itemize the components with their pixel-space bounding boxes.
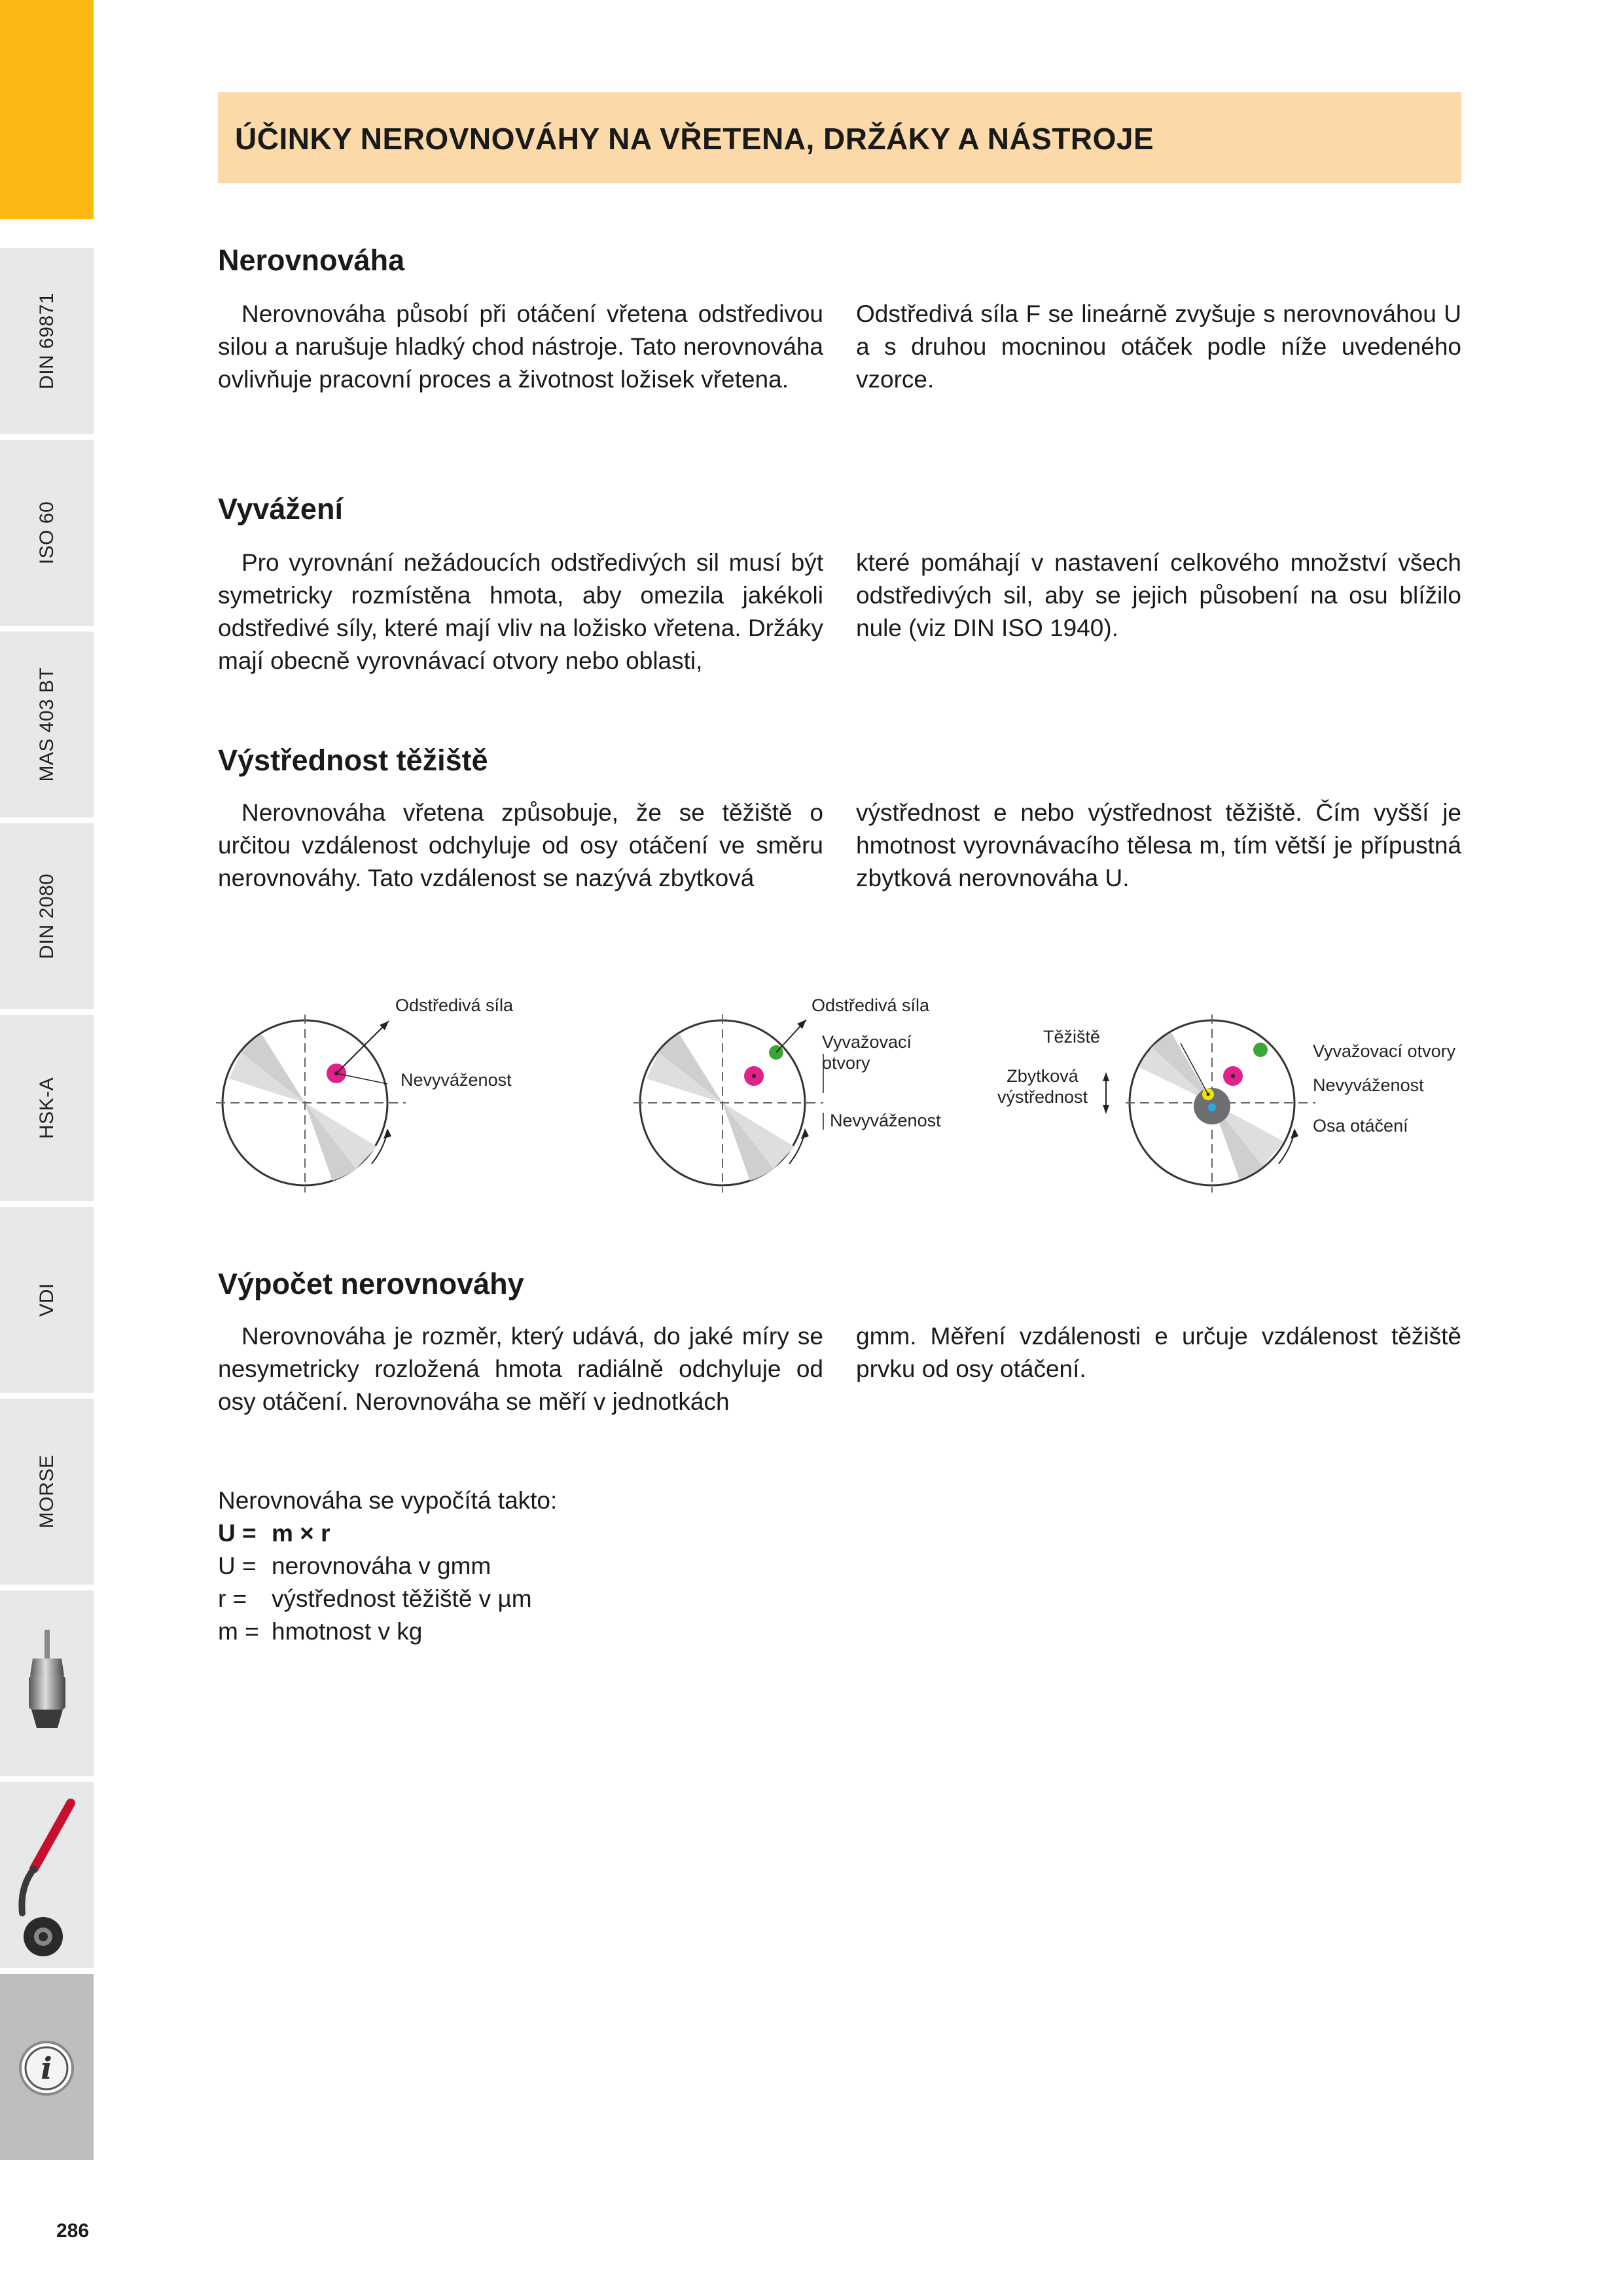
heading-vypocet: Výpočet nerovnováhy <box>218 1267 524 1300</box>
tab-mas-403-bt[interactable] <box>0 629 94 817</box>
tab-morse[interactable] <box>0 1396 94 1585</box>
paragraph: výstřednost e nebo výstřednost těžiště. Čím vyšší je hmotnost vyrovnávacího tělesa m, tím větší je přípustná zbytková nerovnováha U. <box>856 799 1461 891</box>
label-rotation-axis: Osa otáčení <box>1313 1116 1408 1136</box>
paragraph: Pro vyrovnání nežádoucích odstředivých sil musí být symetricky rozmístěna hmota, aby omezila jakékoli odstředivé síly, které mají vliv na ložisko vřetena. Držáky mají obecně vyrovnávací otvory nebo oblasti, <box>218 549 823 674</box>
heading-nerovnovaha: Nerovnováha <box>218 243 405 277</box>
tab-label: MORSE <box>35 1454 58 1529</box>
label-balancing-holes: Vyvažovací otvory <box>1313 1041 1456 1061</box>
diagram-unbalance <box>216 1001 412 1198</box>
formula-block <box>218 1484 557 1648</box>
label-unbalance: Nevyváženost <box>401 1070 512 1090</box>
section-header <box>218 92 1461 183</box>
tab-iso-60[interactable] <box>0 437 94 626</box>
label-center-of-gravity: Těžiště <box>1043 1027 1101 1047</box>
formula-intro: Nerovnováha se vypočítá takto: <box>218 1487 558 1514</box>
formula-row: U = nerovnováha v gmm <box>218 1552 491 1579</box>
label-force: Odstředivá síla <box>395 996 514 1015</box>
sidebar-accent <box>0 0 94 219</box>
paragraph: které pomáhají v nastavení celkového množství všech odstředivých sil, aby se jejich působení na osu blížilo nule (viz DIN ISO 1940). <box>856 549 1461 641</box>
diagram-balancing-holes <box>633 1001 830 1198</box>
tab-label: VDI <box>35 1283 58 1317</box>
tab-wrench[interactable] <box>0 1780 94 1968</box>
label-unbalance: Nevyváženost <box>1313 1075 1424 1095</box>
tab-vdi[interactable] <box>0 1204 94 1393</box>
label-residual-eccentricity: Zbytková výstřednost <box>997 1066 1088 1107</box>
label-balancing-holes: Vyvažovací otvory <box>822 1032 912 1073</box>
formula-row: r = výstřednost těžiště v µm <box>218 1585 532 1612</box>
tab-drill-chuck[interactable] <box>0 1588 94 1776</box>
tab-label: MAS 403 BT <box>35 667 58 782</box>
tab-label: DIN 2080 <box>35 873 58 960</box>
tab-label: DIN 69871 <box>35 293 58 389</box>
formula-row: U = m × r <box>218 1520 330 1547</box>
svg-text:i: i <box>41 2051 52 2086</box>
paragraph: Nerovnováha vřetena způsobuje, že se těžiště o určitou vzdálenost odchyluje od osy otáčení ve směru nerovnováhy. Tato vzdálenost se nazývá zbytková <box>218 799 823 891</box>
tab-hsk-a[interactable] <box>0 1013 94 1201</box>
label-unbalance: Nevyváženost <box>830 1111 941 1130</box>
hook-wrench-icon <box>0 1782 94 1971</box>
sidebar <box>0 0 94 2179</box>
heading-vystrednost: Výstřednost těžiště <box>218 744 488 777</box>
diagram-eccentricity <box>1099 1001 1329 1198</box>
label-force: Odstředivá síla <box>812 996 930 1015</box>
paragraph: Nerovnováha je rozměr, který udává, do jaké míry se nesymetricky rozložená hmota radiálně odchyluje od osy otáčení. Nerovnováha se měří v jednotkách <box>218 1323 823 1415</box>
formula-row: m = hmotnost v kg <box>218 1618 423 1645</box>
heading-vyvazeni: Vyvážení <box>218 492 343 526</box>
tab-info[interactable] <box>0 1971 94 2160</box>
paragraph: Nerovnováha působí při otáčení vřetena odstředivou silou a narušuje hladký chod nástroje. Tato nerovnováha ovlivňuje pracovní proces a životnost ložisek vřetena. <box>218 300 823 393</box>
tab-din-2080[interactable] <box>0 821 94 1009</box>
page-number: 286 <box>56 2220 90 2242</box>
info-icon <box>0 1974 94 2162</box>
paragraph: gmm. Měření vzdálenosti e určuje vzdálenost těžiště prvku od osy otáčení. <box>856 1323 1461 1382</box>
paragraph: Odstředivá síla F se lineárně zvyšuje s nerovnováhou U a s druhou mocninou otáček podle níže uvedeného vzorce. <box>856 300 1461 393</box>
tab-label: HSK-A <box>35 1077 58 1139</box>
drill-chuck-icon <box>0 1590 94 1779</box>
page-title: ÚČINKY NEROVNOVÁHY NA VŘETENA, DRŽÁKY A NÁSTROJE <box>235 122 1154 156</box>
tab-label: ISO 60 <box>35 501 58 565</box>
tab-din-69871[interactable] <box>0 245 94 434</box>
